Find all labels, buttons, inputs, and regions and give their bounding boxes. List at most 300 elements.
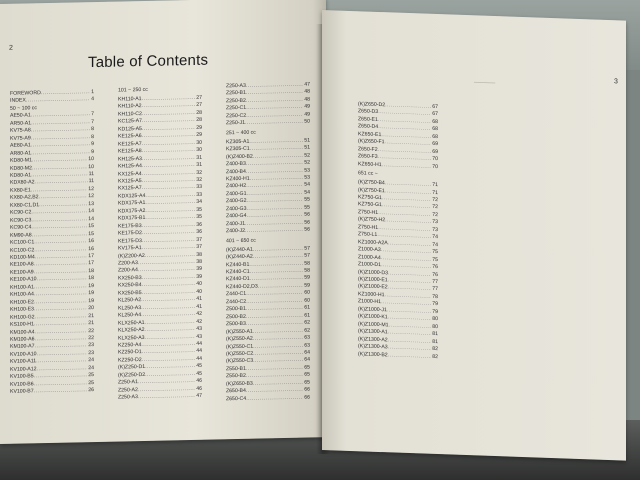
section-heading: 401 ~ 650 cc [226, 237, 256, 244]
toc-entry-title: KZ440-D1 [226, 276, 250, 283]
toc-entry-page: 43 [196, 325, 202, 332]
toc-entry-page: 32 [196, 169, 202, 176]
toc-entry-title: KZ400-H1 [226, 175, 250, 183]
open-booklet [0, 4, 640, 450]
toc-entry-title: (K)Z200-A2 [118, 252, 145, 260]
toc-entry-page: 44 [196, 355, 202, 362]
toc-entry-title: KH100-A1 [10, 284, 34, 291]
toc-entry-title: KDX80-A2 [10, 179, 35, 187]
toc-entry-title: KZ305-A1 [226, 138, 250, 145]
toc-entry-title: KZ750-G1 [358, 201, 382, 209]
toc-entry-page: 40 [196, 281, 202, 288]
toc-entry-page: 76 [432, 263, 438, 271]
toc-entry-page: 1 [91, 89, 94, 96]
toc-entry-title: KV100-A11 [10, 358, 37, 366]
toc-entry-title: KD80-M1 [10, 157, 32, 164]
toc-entry-page: 57 [304, 245, 310, 252]
toc-entry-page: 74 [432, 234, 438, 241]
toc-entry-page: 46 [196, 385, 202, 392]
toc-entry-page: 74 [432, 241, 438, 248]
toc-entry-page: 59 [304, 282, 310, 289]
toc-entry-title: AE80-A1 [10, 142, 31, 149]
toc-entry-page: 60 [304, 289, 310, 296]
toc-entry-title: Z200-A3 [118, 260, 138, 267]
toc-entry-title: Z400-G3 [226, 205, 247, 213]
toc-entry-page: 39 [196, 266, 202, 273]
toc-entry-page: 50 [304, 118, 310, 125]
toc-entry-title: Z650-C4 [226, 395, 247, 402]
toc-column-2 [118, 84, 202, 402]
toc-entry-page: 61 [304, 304, 310, 311]
toc-entry-title: KL250-A4 [118, 312, 142, 319]
toc-entry-title: (K)Z400-B2 [226, 153, 253, 160]
toc-entry-title: (K)Z1000-J1 [358, 306, 387, 314]
toc-entry-title: Z500-B2 [226, 313, 246, 320]
toc-entry-title: Z550-B2 [226, 373, 246, 380]
toc-entry-page: 38 [196, 251, 202, 258]
toc-entry-title: KM100-A7 [10, 343, 35, 351]
toc-entry-title: KH125-A4 [118, 163, 142, 170]
toc-entry-title: AE50-A1 [10, 112, 31, 120]
toc-entry-title: (K)Z550-A1 [226, 328, 253, 335]
toc-entry [226, 394, 310, 403]
toc-entry-title: KE175-B3 [118, 222, 142, 230]
toc-entry-title: (K)Z1000-D3 [358, 268, 388, 276]
toc-entry-title: Z250-A1 [118, 379, 138, 386]
toc-entry-page: 82 [432, 345, 438, 353]
toc-entry-title: KZ650-H1 [358, 160, 382, 168]
toc-entry-page: 54 [304, 181, 310, 189]
toc-entry-title: Z400-J1 [226, 220, 246, 227]
toc-entry-title: KDX175-A2 [118, 207, 146, 215]
toc-entry-title: Z440-C1 [226, 291, 247, 298]
toc-entry-page: 41 [196, 296, 202, 303]
page-number-left: 2 [9, 44, 13, 52]
toc-entry-title: KZ440-C1 [226, 268, 250, 276]
toc-entry-title: KV175-A1 [118, 245, 142, 252]
toc-entry-page: 30 [196, 139, 202, 146]
toc-entry-page: 58 [304, 260, 310, 267]
toc-entry-title: (K)Z750-E1 [358, 186, 385, 194]
toc-entry-title: Z650-E1 [358, 116, 378, 123]
toc-entry-page: 37 [196, 243, 202, 250]
toc-entry-title: Z250-C1 [226, 105, 247, 112]
section-heading: 251 ~ 400 cc [226, 129, 256, 136]
toc-entry-title: KL250-A3 [118, 304, 142, 312]
toc-entry-page: 79 [432, 308, 438, 315]
toc-entry-title: Z400-B3 [226, 160, 246, 168]
toc-entry-page: 53 [304, 174, 310, 181]
toc-entry-title: (K)Z1000-M1 [358, 320, 389, 329]
toc-entry-page: 12 [88, 193, 94, 200]
toc-entry-page: 55 [304, 196, 310, 203]
toc-entry-title: KH110-A2 [118, 103, 142, 110]
toc-entry-page: 18 [88, 275, 94, 282]
toc-entry-title: FOREWORD [10, 90, 41, 97]
toc-entry-page: 66 [304, 394, 310, 401]
dot-leader [246, 394, 303, 403]
toc-entry-page: 51 [304, 144, 310, 151]
toc-entry-page: 32 [196, 176, 202, 183]
toc-entry-page: 25 [88, 379, 94, 386]
toc-entry-title: Z400-G2 [226, 198, 247, 205]
toc-entry-title: Z650-D4 [358, 123, 379, 131]
toc-entry-page: 28 [196, 109, 202, 116]
toc-entry-page: 40 [196, 288, 202, 295]
toc-entry-title: Z250-A3 [226, 82, 246, 90]
toc-entry-page: 78 [432, 293, 438, 300]
toc-entry-page: 7 [91, 111, 94, 118]
toc-entry-page: 31 [196, 154, 202, 161]
toc-entry-page: 47 [196, 392, 202, 400]
toc-entry-page: 65 [304, 364, 310, 371]
toc-entry-page: 75 [432, 256, 438, 263]
toc-entry-page: 80 [432, 316, 438, 323]
toc-entry-page: 51 [304, 137, 310, 144]
bleed-through-text: ─── [474, 77, 496, 90]
toc-entry-page: 48 [304, 96, 310, 103]
toc-entry-title: KE175-D3 [118, 237, 142, 245]
toc-entry-page: 52 [304, 152, 310, 159]
toc-entry-page: 22 [88, 327, 94, 334]
toc-entry-title: KX125-A7 [118, 185, 142, 192]
toc-entry-title: Z650-F3 [358, 153, 378, 161]
page-number-right: 3 [614, 78, 618, 86]
toc-entry-page: 33 [196, 191, 202, 198]
toc-entry-page: 81 [432, 330, 438, 338]
toc-entry-page: 76 [432, 271, 438, 278]
toc-entry-title: KD80-M2 [10, 164, 32, 172]
toc-entry-page: 17 [88, 252, 94, 260]
toc-entry-title: KV100-B6 [10, 380, 34, 388]
toc-entry-page: 64 [304, 349, 310, 356]
left-page [0, 0, 326, 444]
toc-entry-title: KV100-B7 [10, 388, 34, 395]
toc-entry-title: Z500-B3 [226, 320, 246, 328]
toc-entry-title: KM100-A4 [10, 328, 35, 336]
toc-entry-page: 65 [304, 379, 310, 386]
toc-entry-title: KH100-E2 [10, 298, 34, 306]
toc-entry-title: KE125-A8 [118, 148, 142, 155]
toc-entry-title: KX80-E1 [10, 187, 31, 194]
toc-entry-title: KC90-C3 [10, 217, 32, 224]
toc-entry-page: 72 [432, 211, 438, 218]
toc-entry-title: KE125-A7 [118, 140, 142, 148]
toc-entry [10, 387, 94, 396]
toc-entry-title: Z200-A4 [118, 267, 138, 274]
toc-entry-title: KM90-A8 [10, 231, 32, 239]
toc-entry-title: KC100-C2 [10, 246, 35, 254]
toc-entry-page: 20 [88, 305, 94, 312]
toc-entry-title: (K)Z750-B4 [358, 179, 385, 187]
toc-entry-title: KZ250-A4 [118, 341, 142, 349]
toc-entry-page: 9 [91, 141, 94, 148]
toc-entry-page: 61 [304, 312, 310, 319]
toc-entry-page: 39 [196, 273, 202, 280]
toc-entry-page: 49 [304, 103, 310, 110]
toc-entry-page: 79 [432, 301, 438, 308]
toc-entry-title: KC90-C4 [10, 224, 32, 231]
toc-entry-title: KC90-C2 [10, 209, 32, 217]
toc-entry-page: 21 [88, 312, 94, 319]
toc-entry-title: (K)Z250-D1 [118, 364, 146, 371]
toc-entry-title: KV100-A10 [10, 351, 37, 358]
toc-entry-page: 64 [304, 356, 310, 364]
toc-entry-page: 7 [91, 118, 94, 125]
toc-entry-page: 13 [88, 200, 94, 207]
dot-leader [34, 387, 88, 396]
toc-entry-page: 60 [304, 297, 310, 304]
toc-entry [118, 393, 202, 402]
toc-entry-page: 8 [91, 126, 94, 133]
toc-entry-title: 50 ~ 100 cc [10, 105, 37, 112]
toc-entry-page: 9 [91, 148, 94, 155]
toc-entry-title: KZ1000-H1 [358, 291, 385, 299]
toc-entry-title: (K)Z550-A2 [226, 335, 253, 343]
toc-entry-page: 46 [196, 377, 202, 385]
toc-entry-title: KD125-A5 [118, 125, 142, 133]
toc-entry-title: (K)Z250-D2 [118, 371, 146, 379]
toc-entry-title: KDX175-B1 [118, 215, 146, 222]
toc-entry-title: KV100-A12 [10, 366, 37, 373]
toc-entry-title: KE125-A6 [118, 133, 142, 140]
section-heading: 651 cc ~ [358, 170, 378, 178]
toc-entry-page: 21 [88, 320, 94, 327]
toc-entry-title: KH110-A1 [118, 96, 142, 103]
toc-entry-title: (K)Z1000-K1 [358, 313, 388, 321]
section-heading: 101 ~ 250 cc [118, 86, 148, 94]
toc-entry-page: 28 [196, 117, 202, 124]
toc-entry-title: KDX125-A4 [118, 192, 146, 200]
toc-entry-title: (K)Z1300-B2 [358, 350, 388, 358]
toc-entry-page: 19 [88, 290, 94, 297]
toc-entry-page: 54 [304, 189, 310, 196]
toc-entry-title: Z400-G4 [226, 213, 247, 220]
toc-entry-page: 14 [88, 208, 94, 215]
toc-entry-page: 36 [196, 228, 202, 236]
toc-entry-title: (K)Z550-C3 [226, 358, 254, 365]
toc-entry-page: 77 [432, 286, 438, 293]
toc-entry-page: 81 [432, 338, 438, 345]
toc-entry-title: Z400-G1 [226, 190, 247, 198]
toc-column-1 [10, 89, 94, 396]
toc-entry-page: 77 [432, 278, 438, 286]
toc-entry-title: KH100-A4 [10, 291, 34, 299]
toc-entry-page: 16 [88, 245, 94, 252]
toc-entry-title: KH125-A3 [118, 155, 142, 163]
toc-entry-page: 82 [432, 353, 438, 360]
toc-entry-title: KX250-B5 [118, 289, 142, 297]
toc-entry-title: KZ305-C1 [226, 145, 250, 153]
toc-entry-title: Z250-A2 [118, 386, 138, 394]
toc-entry-page: 27 [196, 102, 202, 109]
toc-entry-page: 31 [196, 161, 202, 168]
toc-entry-page: 69 [432, 141, 438, 148]
toc-entry-page: 24 [88, 364, 94, 371]
toc-entry-title: KL250-A2 [118, 297, 142, 304]
toc-entry-page: 11 [88, 178, 94, 185]
toc-entry-page: 63 [304, 342, 310, 349]
toc-entry-page: 24 [88, 357, 94, 364]
toc-entry-title: Z400-J2 [226, 228, 246, 235]
toc-entry-page: 38 [196, 258, 202, 265]
toc-entry-title: KZ440-D2,D3 [226, 283, 258, 291]
toc-entry-page: 72 [432, 204, 438, 211]
toc-entry-page: 53 [304, 167, 310, 174]
toc-entry-page: 15 [88, 230, 94, 237]
toc-entry-page: 58 [304, 267, 310, 274]
toc-entry-title: Z550-B1 [226, 365, 246, 373]
toc-entry-page: 35 [196, 206, 202, 213]
toc-entry-page: 42 [196, 318, 202, 325]
toc-entry-title: KC125-A7 [118, 118, 142, 125]
toc-entry-page: 71 [432, 181, 438, 189]
page-title: Table of Contents [88, 51, 209, 72]
toc-entry-page: 69 [432, 148, 438, 155]
toc-entry-page: 45 [196, 370, 202, 377]
toc-entry-title: Z250-B1 [226, 90, 246, 97]
dot-leader [138, 393, 195, 402]
toc-entry-page: 26 [88, 387, 94, 394]
toc-entry-title: KX250-B4 [118, 282, 142, 289]
toc-entry-page: 29 [196, 124, 202, 131]
toc-entry-page: 41 [196, 303, 202, 310]
dot-leader [26, 97, 90, 106]
toc-entry-title: KD100-M4 [10, 254, 35, 261]
toc-entry-page: 19 [88, 282, 94, 289]
toc-entry-title: KZ650-E1 [358, 131, 382, 138]
toc-entry-page: 33 [196, 184, 202, 191]
toc-entry-page: 42 [196, 310, 202, 318]
toc-entry-title: Z500-B1 [226, 306, 246, 313]
toc-entry-page: 27 [196, 94, 202, 101]
toc-entry-page: 18 [88, 267, 94, 275]
toc-entry-title: KDX175-A1 [118, 200, 146, 207]
toc-entry-page: 66 [304, 386, 310, 393]
toc-entry-page: 34 [196, 199, 202, 206]
toc-entry-page: 56 [304, 219, 310, 226]
toc-entry-page: 56 [304, 226, 310, 233]
toc-entry-page: 36 [196, 221, 202, 228]
toc-entry-title: Z650-F2 [358, 145, 378, 153]
toc-entry-title: (K)Z650-F1 [358, 138, 385, 146]
dot-leader [388, 352, 432, 361]
toc-entry-page: 44 [196, 348, 202, 355]
toc-entry-title: (K)Z550-C2 [226, 350, 254, 358]
toc-entry-page: 52 [304, 159, 310, 166]
toc-entry-page: 68 [432, 118, 438, 125]
toc-entry-title: Z1000-A4 [358, 253, 381, 261]
toc-entry-page: 4 [91, 96, 94, 103]
toc-entry-title: KH110-C2 [118, 110, 142, 118]
toc-entry-page: 16 [88, 238, 94, 245]
toc-entry-title: (K)Z1300-A1 [358, 328, 388, 336]
toc-entry-page: 10 [88, 163, 94, 170]
toc-entry-page: 43 [196, 333, 202, 340]
toc-entry-title: KX250-B3 [118, 274, 142, 282]
toc-entry-title: Z400-H2 [226, 183, 247, 190]
toc-entry-page: 8 [91, 133, 94, 140]
toc-entry-page: 62 [304, 327, 310, 334]
toc-entry-page: 11 [88, 171, 94, 178]
toc-entry-title: Z1000-H1 [358, 298, 382, 306]
toc-entry-title: (K)Z650-D2 [358, 101, 386, 109]
toc-entry-title: KLX250-A2 [118, 327, 145, 334]
toc-entry-page: 44 [196, 340, 202, 347]
toc-entry-title: AR80-A1 [10, 149, 32, 157]
toc-entry-title: KZ750-G1 [358, 194, 382, 202]
toc-entry-title: Z1000-A3 [358, 246, 381, 254]
toc-entry-title: KZ440-B1 [226, 261, 250, 268]
toc-entry-title: KLX250-A3 [118, 334, 145, 342]
toc-entry-title: KD80-A1 [10, 172, 32, 179]
toc-entry-title: KM100-A6 [10, 336, 35, 343]
toc-entry-page: 72 [432, 196, 438, 204]
toc-entry-page: 47 [304, 81, 310, 88]
toc-entry-page: 71 [432, 189, 438, 196]
toc-entry-page: 73 [432, 226, 438, 233]
toc-entry-page: 67 [432, 103, 438, 111]
toc-entry-title: (K)Z1300-A2 [358, 335, 388, 343]
toc-entry-title: KE175-D2 [118, 230, 142, 237]
toc-entry-title: KX80-A2,B2 [10, 194, 39, 202]
toc-entry-page: 63 [304, 334, 310, 341]
toc-entry-page: 65 [304, 371, 310, 378]
toc-entry-title: KZ250-D2 [118, 356, 142, 364]
toc-entry-title: KV75-A8 [10, 127, 31, 135]
toc-entry-title: Z750-H1 [358, 224, 379, 231]
toc-entry-title: KE100-A10 [10, 276, 37, 284]
toc-entry-page: 37 [196, 236, 202, 243]
toc-entry-title: KE100-A9 [10, 269, 34, 276]
toc-entry-page: 75 [432, 249, 438, 256]
toc-entry-title: Z750-H1 [358, 209, 379, 216]
toc-entry-page: 10 [88, 156, 94, 163]
toc-entry-title: (K)Z440-A2 [226, 253, 253, 261]
toc-entry-page: 12 [88, 185, 94, 193]
toc-entry-page: 35 [196, 214, 202, 221]
toc-entry-title: KLX250-A1 [118, 319, 145, 327]
dot-leader [245, 119, 303, 128]
right-page [322, 10, 626, 461]
toc-entry-page: 15 [88, 223, 94, 230]
toc-entry-title: KV100-B5 [10, 373, 34, 381]
toc-entry-title: Z650-B4 [226, 388, 246, 395]
toc-entry-page: 68 [432, 133, 438, 140]
toc-entry-title: (K)Z440-A1 [226, 246, 253, 253]
toc-entry-page: 48 [304, 88, 310, 96]
toc-entry-page: 30 [196, 146, 202, 154]
toc-entry-title: Z650-D3 [358, 108, 379, 116]
toc-entry-title: KX80-C1,D1 [10, 201, 40, 209]
toc-entry-title: (K)Z650-B3 [226, 380, 253, 388]
toc-entry-page: 25 [88, 372, 94, 379]
toc-entry-title: Z250-C2 [226, 112, 247, 120]
toc-entry-page: 62 [304, 319, 310, 326]
toc-entry-title: KZ1000-A2A [358, 238, 388, 246]
dot-leader [245, 227, 303, 236]
toc-entry-title: KS100-H1 [10, 321, 34, 328]
toc-entry-title: (K)Z1300-A3 [358, 343, 388, 351]
toc-column-3 [226, 82, 310, 404]
toc-entry-title: Z250-B2 [226, 97, 246, 105]
toc-entry-page: 22 [88, 334, 94, 342]
toc-entry-page: 59 [304, 274, 310, 282]
toc-entry-page: 68 [432, 126, 438, 133]
toc-entry-page: 67 [432, 111, 438, 118]
toc-entry-title: Z750-L1 [358, 231, 378, 239]
toc-entry-title: (K)Z750-H2 [358, 216, 386, 224]
